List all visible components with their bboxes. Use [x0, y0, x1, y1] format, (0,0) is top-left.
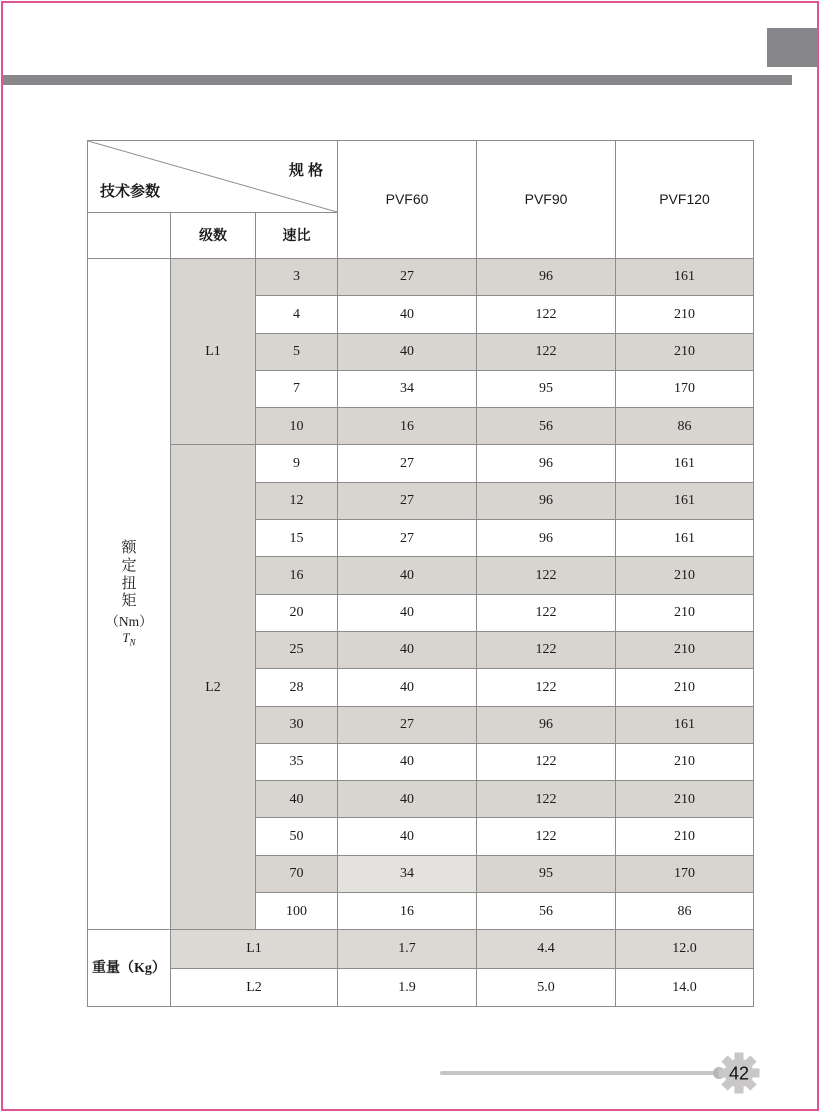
spec-label: 规 格: [288, 162, 324, 179]
table-body: [88, 259, 754, 1007]
weight-value-cell: 5.0: [477, 968, 616, 1007]
ratio-cell: 100: [256, 893, 338, 930]
value-cell: 210: [616, 557, 754, 594]
value-cell: 95: [477, 370, 616, 407]
value-cell: 210: [616, 594, 754, 631]
ratio-cell: 10: [256, 408, 338, 445]
table-row: [88, 445, 754, 482]
value-cell: 161: [616, 482, 754, 519]
empty-header-cell: [88, 213, 171, 259]
ratio-cell: 20: [256, 594, 338, 631]
ratio-cell: 16: [256, 557, 338, 594]
value-cell: 27: [338, 259, 477, 296]
model-header-pvf60: PVF60: [338, 141, 477, 259]
value-cell: 170: [616, 855, 754, 892]
ratio-cell: 12: [256, 482, 338, 519]
weight-value-cell: 14.0: [616, 968, 754, 1007]
value-cell: 122: [477, 296, 616, 333]
ratio-cell: 5: [256, 333, 338, 370]
value-cell: 210: [616, 743, 754, 780]
header-bar: [3, 75, 792, 85]
value-cell: 161: [616, 520, 754, 557]
value-cell: 40: [338, 743, 477, 780]
weight-stage-cell: L2: [171, 968, 338, 1007]
value-cell: 40: [338, 818, 477, 855]
ratio-cell: 30: [256, 706, 338, 743]
weight-value-cell: 1.7: [338, 930, 477, 969]
stage-cell-l1: L1: [171, 259, 256, 445]
value-cell: 122: [477, 781, 616, 818]
value-cell: 96: [477, 259, 616, 296]
ratio-cell: 15: [256, 520, 338, 557]
value-cell: 122: [477, 594, 616, 631]
gear-icon: [716, 1050, 762, 1096]
value-cell: 161: [616, 259, 754, 296]
table-row: [88, 259, 754, 296]
value-cell: 170: [616, 370, 754, 407]
value-cell: 96: [477, 520, 616, 557]
ratio-cell: 70: [256, 855, 338, 892]
value-cell: 34: [338, 855, 477, 892]
value-cell: 86: [616, 408, 754, 445]
ratio-cell: 40: [256, 781, 338, 818]
value-cell: 16: [338, 893, 477, 930]
value-cell: 86: [616, 893, 754, 930]
ratio-column-header: 速比: [256, 213, 338, 259]
table-header-row: [88, 141, 754, 213]
weight-value-cell: 12.0: [616, 930, 754, 969]
value-cell: 34: [338, 370, 477, 407]
value-cell: 27: [338, 520, 477, 557]
value-cell: 210: [616, 296, 754, 333]
value-cell: 27: [338, 482, 477, 519]
value-cell: 122: [477, 818, 616, 855]
diagonal-header-cell: [88, 141, 338, 213]
footer-rule: [440, 1071, 716, 1075]
ratio-cell: 4: [256, 296, 338, 333]
spec-table: [87, 140, 754, 1007]
value-cell: 40: [338, 781, 477, 818]
value-cell: 27: [338, 706, 477, 743]
value-cell: 40: [338, 296, 477, 333]
value-cell: 40: [338, 631, 477, 668]
value-cell: 16: [338, 408, 477, 445]
value-cell: 40: [338, 333, 477, 370]
ratio-cell: 35: [256, 743, 338, 780]
ratio-cell: 7: [256, 370, 338, 407]
page-number: 42: [728, 1063, 750, 1084]
value-cell: 27: [338, 445, 477, 482]
ratio-cell: 28: [256, 669, 338, 706]
torque-label-cell: 额 定 扭 矩 （Nm） $T_N$: [88, 259, 171, 930]
value-cell: 122: [477, 743, 616, 780]
value-cell: 96: [477, 482, 616, 519]
value-cell: 96: [477, 706, 616, 743]
weight-value-cell: 4.4: [477, 930, 616, 969]
value-cell: 161: [616, 445, 754, 482]
value-cell: 210: [616, 669, 754, 706]
tech-params-label: 技术参数: [100, 182, 161, 200]
value-cell: 122: [477, 333, 616, 370]
value-cell: 95: [477, 855, 616, 892]
weight-row: [88, 968, 754, 1007]
weight-value-cell: 1.9: [338, 968, 477, 1007]
value-cell: 122: [477, 557, 616, 594]
ratio-cell: 3: [256, 259, 338, 296]
value-cell: 96: [477, 445, 616, 482]
weight-row: [88, 930, 754, 969]
stage-cell-l2: L2: [171, 445, 256, 930]
model-header-pvf90: PVF90: [477, 141, 616, 259]
value-cell: 122: [477, 631, 616, 668]
weight-label-cell: 重量（Kg）: [88, 930, 171, 1007]
value-cell: 122: [477, 669, 616, 706]
stage-column-header: 级数: [171, 213, 256, 259]
value-cell: 210: [616, 333, 754, 370]
value-cell: 40: [338, 557, 477, 594]
value-cell: 56: [477, 408, 616, 445]
value-cell: 161: [616, 706, 754, 743]
ratio-cell: 9: [256, 445, 338, 482]
model-header-pvf120: PVF120: [616, 141, 754, 259]
header-corner-block: [767, 28, 817, 67]
weight-stage-cell: L1: [171, 930, 338, 969]
value-cell: 210: [616, 631, 754, 668]
value-cell: 56: [477, 893, 616, 930]
value-cell: 210: [616, 781, 754, 818]
value-cell: 40: [338, 669, 477, 706]
value-cell: 40: [338, 594, 477, 631]
ratio-cell: 50: [256, 818, 338, 855]
value-cell: 210: [616, 818, 754, 855]
ratio-cell: 25: [256, 631, 338, 668]
